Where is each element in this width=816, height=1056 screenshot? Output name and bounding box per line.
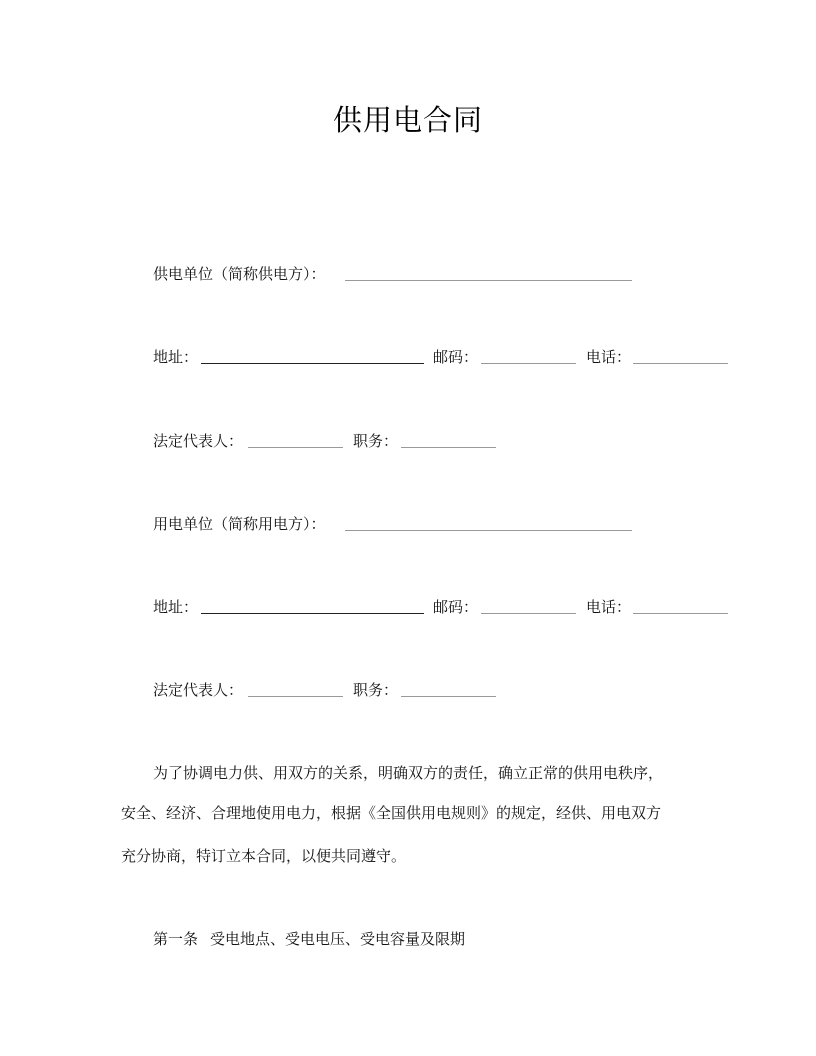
supplier-position-label: 职务： — [353, 432, 399, 450]
supplier-position-field[interactable] — [401, 447, 496, 448]
preamble-line-3: 充分协商，特订立本合同，以便共同遵守。 — [121, 847, 407, 865]
supplier-address-label: 地址： — [153, 348, 199, 366]
consumer-postcode-label: 邮码： — [433, 598, 479, 616]
article-1-number: 第一条 — [153, 930, 199, 948]
consumer-phone-label: 电话： — [586, 598, 632, 616]
supplier-unit-field[interactable] — [345, 280, 632, 281]
consumer-rep-field[interactable] — [248, 696, 343, 697]
preamble-line-1: 为了协调电力供、用双方的关系，明确双方的责任，确立正常的供用电秩序， — [153, 764, 664, 782]
consumer-address-field[interactable] — [201, 613, 424, 614]
supplier-address-field[interactable] — [201, 363, 424, 364]
document-title: 供用电合同 — [332, 103, 483, 137]
consumer-phone-field[interactable] — [633, 613, 728, 614]
supplier-rep-label: 法定代表人： — [153, 432, 244, 450]
supplier-phone-field[interactable] — [633, 363, 728, 364]
consumer-unit-field[interactable] — [345, 530, 632, 531]
consumer-unit-label: 用电单位（简称用电方）： — [153, 515, 326, 533]
supplier-postcode-field[interactable] — [481, 363, 576, 364]
consumer-position-label: 职务： — [353, 681, 399, 699]
article-1-title: 受电地点、受电电压、受电容量及限期 — [210, 930, 466, 948]
consumer-postcode-field[interactable] — [481, 613, 576, 614]
consumer-rep-label: 法定代表人： — [153, 681, 244, 699]
supplier-rep-field[interactable] — [248, 447, 343, 448]
preamble-line-2: 安全、经济、合理地使用电力，根据《全国供用电规则》的规定，经供、用电双方 — [121, 804, 662, 822]
supplier-postcode-label: 邮码： — [433, 348, 479, 366]
consumer-position-field[interactable] — [401, 696, 496, 697]
consumer-address-label: 地址： — [153, 598, 199, 616]
supplier-unit-label: 供电单位（简称供电方）： — [153, 265, 326, 283]
supplier-phone-label: 电话： — [586, 348, 632, 366]
